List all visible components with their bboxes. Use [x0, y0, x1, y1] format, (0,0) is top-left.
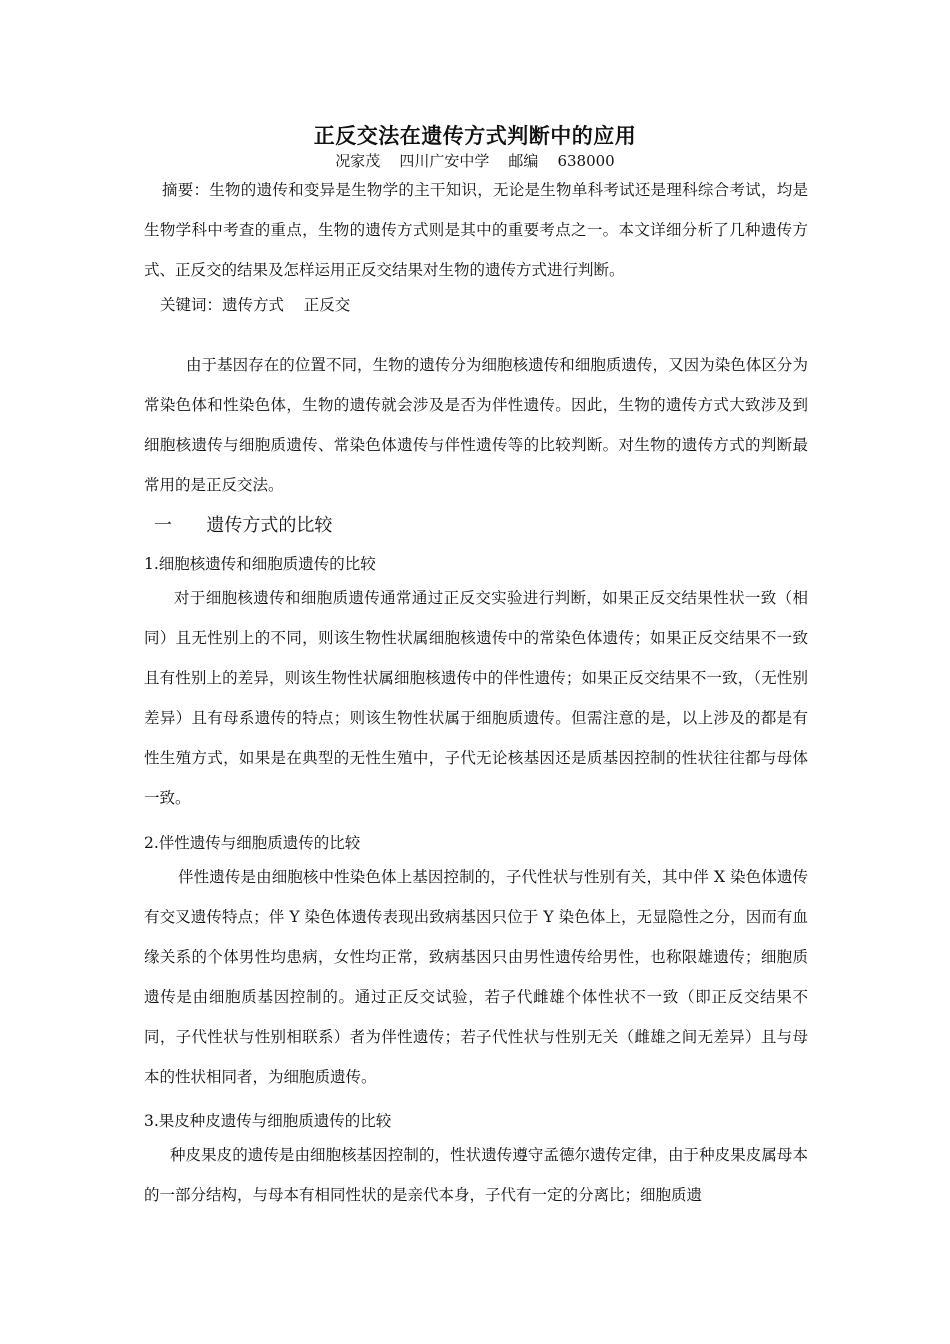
keywords-line: 关键词：遗传方式 正反交 — [160, 296, 351, 314]
section-title: 遗传方式的比较 — [206, 515, 333, 536]
section-number: 一 — [154, 515, 172, 536]
subsection-heading-2: 2.伴性遗传与细胞质遗传的比较 — [144, 834, 361, 852]
section-heading-1 — [154, 514, 332, 538]
subsection-heading-1: 1.细胞核遗传和细胞质遗传的比较 — [144, 555, 376, 573]
subsection-paragraph-3: 种皮果皮的遗传是由细胞核基因控制的，性状遗传遵守孟德尔遗传定律，由于种皮果皮属母本的一部分结构，与母本有相同性状的是亲代本身，子代有一定的分离比；细胞质遗 — [144, 1146, 808, 1204]
author-line: 况家茂 四川广安中学 邮编 638000 — [335, 152, 615, 170]
page-title: 正反交法在遗传方式判断中的应用 — [313, 123, 637, 148]
subsection-paragraph-1: 对于细胞核遗传和细胞质遗传通常通过正反交实验进行判断，如果正反交结果性状一致（相同）且无性别上的不同，则该生物性状属细胞核遗传中的常染色体遗传；如果正反交结果不一致且有性别上的差异，则该生物性状属细胞核遗传中的伴性遗传；如果正反交结果不一致，（无性别差异）且有母系遗传的特点；则该生物性状属于细胞质遗传。但需注意的是，以上涉及的都是有性生殖方式，如果是在典型的无性生殖中，子代无论核基因还是质基因控制的性状往往都与母体一致。 — [144, 589, 808, 807]
subsection-paragraph-2: 伴性遗传是由细胞核中性染色体上基因控制的，子代性状与性别有关，其中伴 X 染色体遗传有交叉遗传特点；伴 Y 染色体遗传表现出致病基因只位于 Y 染色体上，无显隐性之分，因而有血缘关系的个体男性均患病，女性均正常，致病基因只由男性遗传给男性，也称限雄遗传；细胞质遗传是由细胞质基因控制的。通过正反交试验，若子代雌雄个体性状不一致（即正反交结果不同，子代性状与性别相联系）者为伴性遗传；若子代性状与性别无关（雌雄之间无差异）且与母本的性状相同者，为细胞质遗传。 — [144, 868, 808, 1086]
intro-paragraph: 由于基因存在的位置不同，生物的遗传分为细胞核遗传和细胞质遗传，又因为染色体区分为常染色体和性染色体，生物的遗传就会涉及是否为伴性遗传。因此，生物的遗传方式大致涉及到细胞核遗传与细胞质遗传、常染色体遗传与伴性遗传等的比较判断。对生物的遗传方式的判断最常用的是正反交法。 — [144, 356, 808, 494]
subsection-heading-3: 3.果皮种皮遗传与细胞质遗传的比较 — [144, 1112, 392, 1130]
abstract-paragraph: 摘要：生物的遗传和变异是生物学的主干知识，无论是生物单科考试还是理科综合考试，均是生物学科中考查的重点，生物的遗传方式则是其中的重要考点之一。本文详细分析了几种遗传方式、正反交的结果及怎样运用正反交结果对生物的遗传方式进行判断。 — [144, 181, 808, 279]
